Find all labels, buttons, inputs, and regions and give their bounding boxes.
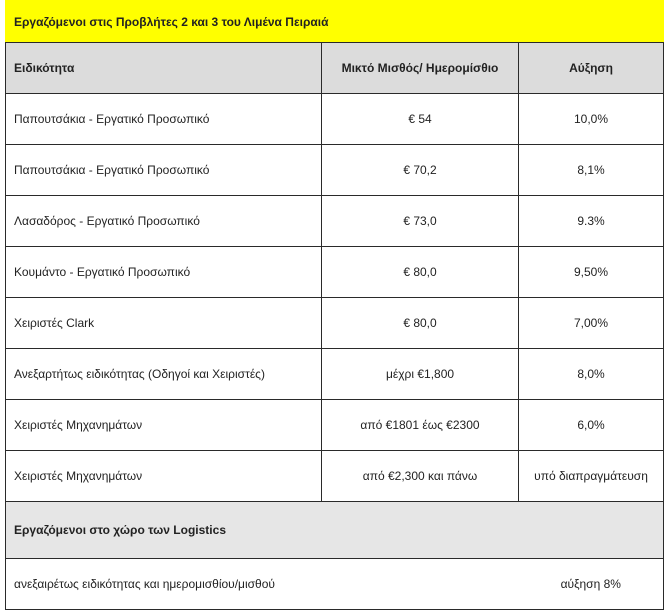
wage-table-container: [5, 0, 663, 610]
table-row: [6, 196, 664, 247]
cell-specialty: ανεξαιρέτως ειδικότητας και ημερομισθίου/μισθού: [6, 559, 519, 610]
cell-increase: 10,0%: [519, 94, 664, 145]
header-row: [6, 43, 664, 94]
table-row: [6, 145, 664, 196]
cell-increase: 8,0%: [519, 349, 664, 400]
table-row: [6, 349, 664, 400]
table-title-row: [6, 1, 664, 43]
cell-increase: 8,1%: [519, 145, 664, 196]
section-header-row: [6, 502, 664, 559]
cell-wage: € 73,0: [322, 196, 519, 247]
cell-wage: € 80,0: [322, 247, 519, 298]
cell-specialty: Κουμάντο - Εργατικό Προσωπικό: [6, 247, 322, 298]
table-row: [6, 247, 664, 298]
table-row: [6, 94, 664, 145]
cell-specialty: Λασαδόρος - Εργατικό Προσωπικό: [6, 196, 322, 247]
table-title: Εργαζόμενοι στις Προβλήτες 2 και 3 του Λιμένα Πειραιά: [6, 1, 664, 43]
cell-specialty: Χειριστές Clark: [6, 298, 322, 349]
cell-specialty: Χειριστές Μηχανημάτων: [6, 451, 322, 502]
header-wage: Μικτό Μισθός/ Ημερομίσθιο: [322, 43, 519, 94]
cell-increase: 7,00%: [519, 298, 664, 349]
cell-wage: € 80,0: [322, 298, 519, 349]
cell-wage: € 54: [322, 94, 519, 145]
table-row: [6, 400, 664, 451]
section-title: Εργαζόμενοι στο χώρο των Logistics: [6, 502, 664, 559]
cell-specialty: Παπουτσάκια - Εργατικό Προσωπικό: [6, 94, 322, 145]
cell-increase: 9.3%: [519, 196, 664, 247]
header-increase: Αύξηση: [519, 43, 664, 94]
table-row: [6, 451, 664, 502]
header-specialty: Ειδικότητα: [6, 43, 322, 94]
cell-increase: αύξηση 8%: [519, 559, 664, 610]
wage-table: [5, 0, 664, 610]
cell-wage: μέχρι €1,800: [322, 349, 519, 400]
table-row: [6, 559, 664, 610]
cell-wage: από €1801 έως €2300: [322, 400, 519, 451]
cell-specialty: Ανεξαρτήτως ειδικότητας (Οδηγοί και Χειριστές): [6, 349, 322, 400]
cell-wage: από €2,300 και πάνω: [322, 451, 519, 502]
cell-wage: € 70,2: [322, 145, 519, 196]
cell-increase: υπό διαπραγμάτευση: [519, 451, 664, 502]
cell-increase: 6,0%: [519, 400, 664, 451]
cell-specialty: Παπουτσάκια - Εργατικό Προσωπικό: [6, 145, 322, 196]
table-row: [6, 298, 664, 349]
cell-specialty: Χειριστές Μηχανημάτων: [6, 400, 322, 451]
cell-increase: 9,50%: [519, 247, 664, 298]
